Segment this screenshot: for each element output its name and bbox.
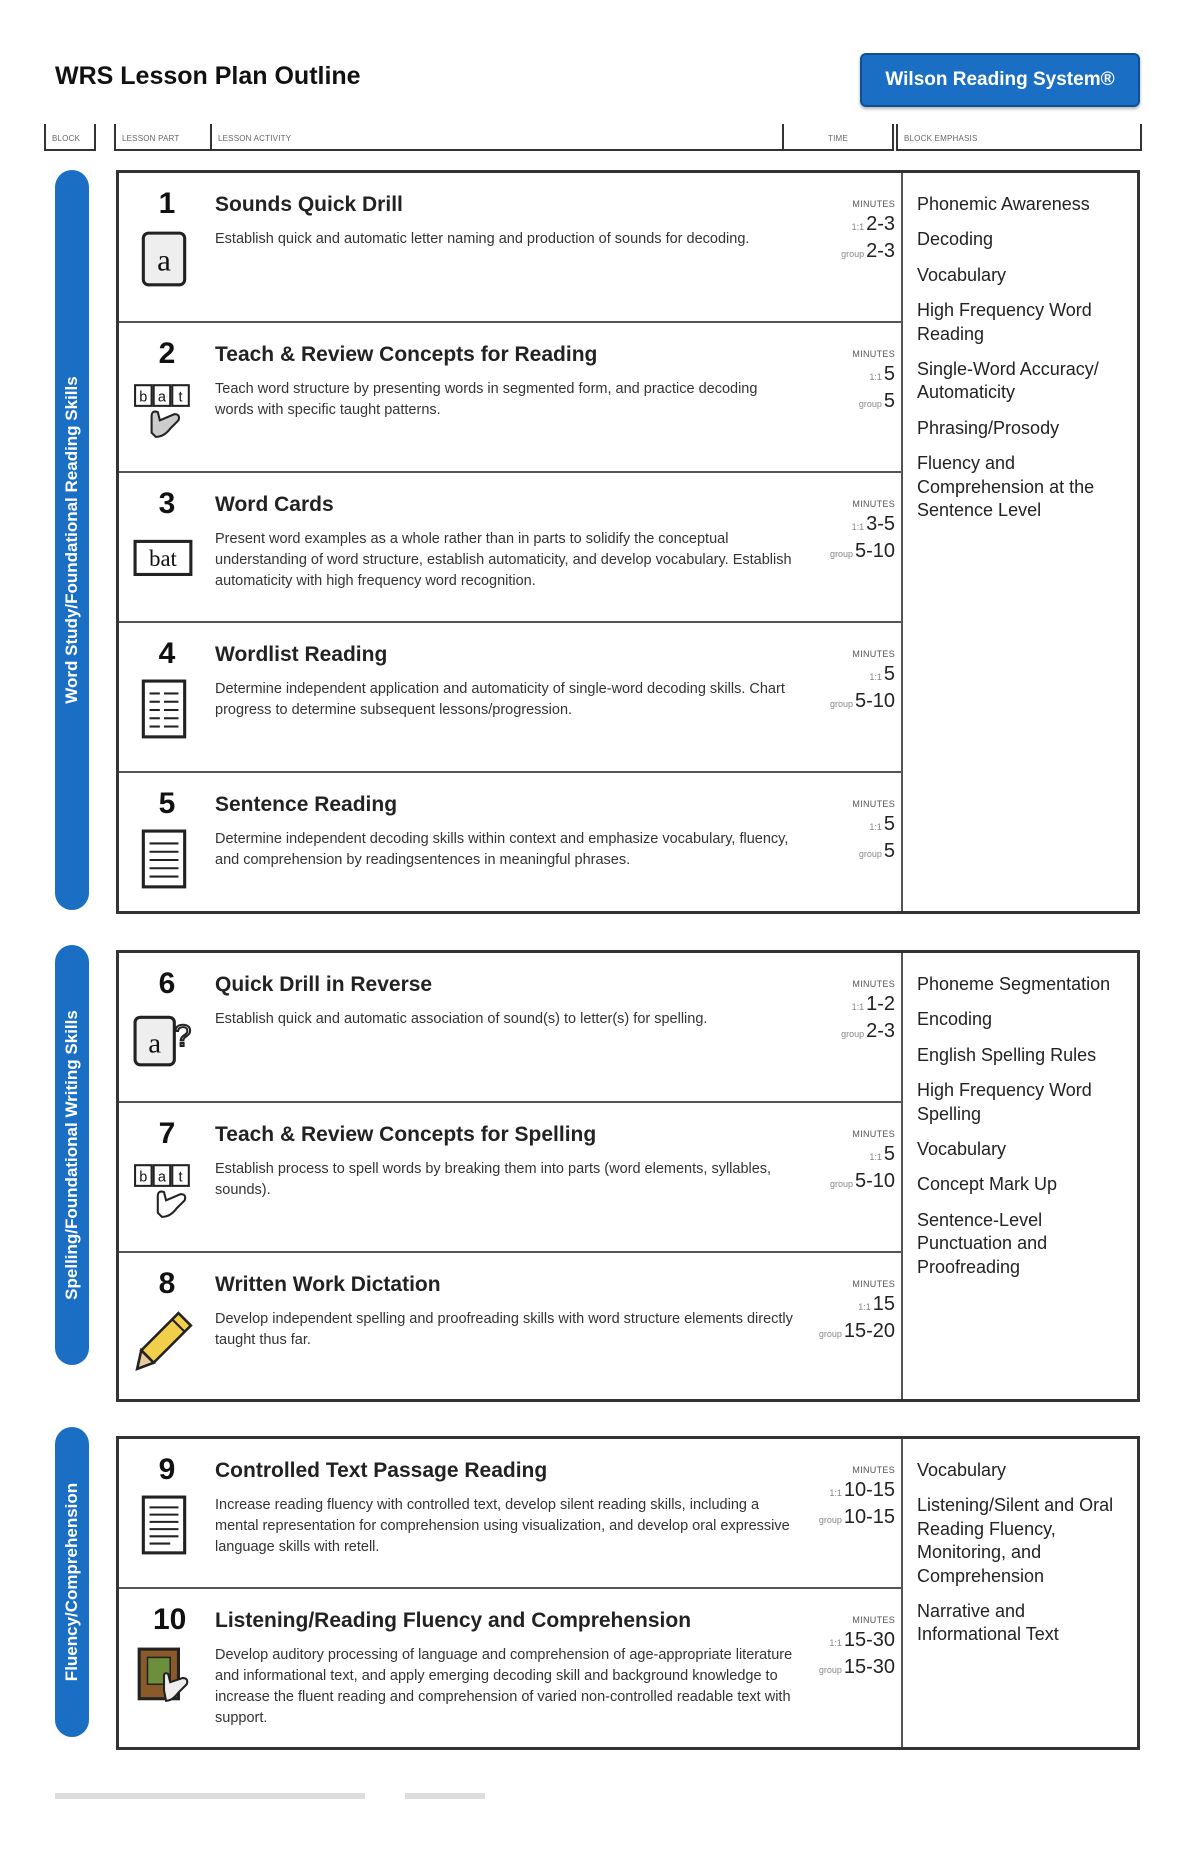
time-group: group 2-3 — [841, 240, 895, 262]
minutes-label: MINUTES — [852, 649, 895, 659]
emphasis-item: Vocabulary — [917, 264, 1007, 285]
emphasis-item: Narrative and Informational Text — [917, 1600, 1059, 1645]
time-box — [785, 979, 895, 1043]
footer-rule — [405, 1793, 485, 1799]
time-one-to-one: 1:1 1-2 — [851, 993, 895, 1015]
emphasis-item: Vocabulary — [917, 1460, 1007, 1480]
minutes-label: MINUTES — [852, 1279, 895, 1289]
emphasis-item: Phonemic Awareness — [917, 194, 1090, 214]
lesson-part-number: 1 — [158, 187, 176, 220]
emphasis-item: Phoneme Segmentation — [917, 974, 1111, 994]
emphasis-item: Sentence-Level Punctuation and Proofreading — [917, 1209, 1048, 1277]
svg-text:b: b — [139, 1169, 148, 1186]
activity-title: Written Work Dictation — [215, 1273, 441, 1296]
activity-row — [119, 1439, 901, 1589]
emphasis-item: Concept Mark Up — [917, 1174, 1058, 1195]
activity-title: Wordlist Reading — [215, 643, 388, 666]
lesson-part-number: 10 — [153, 1603, 187, 1636]
svg-text:bat: bat — [149, 546, 177, 572]
activity-row — [119, 1253, 901, 1403]
time-box — [785, 199, 895, 263]
activity-title: Listening/Reading Fluency and Comprehension — [215, 1609, 692, 1632]
word-card-bat-icon — [133, 529, 195, 591]
activity-description: Establish process to spell words by breaking them into parts (word elements, syllables, sounds). — [215, 1161, 772, 1199]
time-group: group 5 — [858, 390, 895, 412]
time-one-to-one: 1:1 10-15 — [829, 1479, 895, 1501]
wilson-brand-badge: Wilson Reading System® — [860, 53, 1140, 107]
svg-text:a: a — [157, 389, 166, 406]
activity-row — [119, 323, 901, 473]
activity-title: Controlled Text Passage Reading — [215, 1459, 548, 1482]
time-one-to-one: 1:1 15 — [858, 1293, 895, 1315]
letter-question-card-icon — [133, 1009, 195, 1071]
emphasis-item: Phrasing/Prosody — [917, 417, 1060, 438]
minutes-label: MINUTES — [852, 349, 895, 359]
minutes-label: MINUTES — [852, 199, 895, 209]
svg-text:a: a — [157, 1169, 166, 1186]
lesson-part-number: 7 — [158, 1117, 176, 1150]
emphasis-item: Listening/Silent and Oral Reading Fluency, Monitoring, and Comprehension — [917, 1495, 1114, 1586]
column-header-block-emphasis: BLOCK EMPHASIS — [896, 124, 1142, 151]
passage-document-icon — [133, 1495, 195, 1557]
sentence-document-icon — [133, 829, 195, 891]
time-group: group 2-3 — [841, 1020, 895, 1042]
emphasis-item: Fluency and Comprehension at the Sentence Level — [917, 453, 1095, 520]
pencil-icon — [133, 1309, 195, 1371]
activity-description: Establish quick and automatic letter naming and production of sounds for decoding. — [215, 231, 750, 247]
time-box — [785, 349, 895, 413]
svg-text:a: a — [157, 242, 171, 278]
activity-description: Teach word structure by presenting words in segmented form, and practice decoding words with specific taught patterns. — [215, 381, 758, 419]
time-box — [785, 1465, 895, 1529]
emphasis-item: High Frequency Word Reading — [917, 300, 1092, 344]
svg-text:b: b — [139, 389, 148, 406]
svg-text:t: t — [178, 389, 183, 406]
column-header-time: TIME — [784, 124, 894, 151]
activity-row — [119, 1589, 901, 1739]
activity-description: Determine independent application and automaticity of single-word decoding skills. Chart progress to determine subsequent lessons/progression. — [215, 681, 785, 719]
emphasis-item: Vocabulary — [917, 1138, 1007, 1159]
lesson-part-number: 8 — [158, 1267, 176, 1300]
emphasis-item: High Frequency Word Spelling — [917, 1080, 1092, 1124]
time-box — [785, 1279, 895, 1343]
block-emphasis-list — [901, 173, 1137, 911]
lesson-part-number: 6 — [158, 967, 176, 1000]
svg-text:a: a — [148, 1027, 162, 1060]
time-box — [785, 499, 895, 563]
lesson-part-number: 3 — [158, 487, 176, 520]
activity-description: Establish quick and automatic association of sound(s) to letter(s) for spelling. — [215, 1011, 708, 1027]
activity-title: Sounds Quick Drill — [215, 193, 403, 216]
minutes-label: MINUTES — [852, 979, 895, 989]
book-icon — [133, 1645, 195, 1707]
time-box — [785, 1129, 895, 1193]
time-group: group 15-20 — [818, 1320, 895, 1342]
activity-title: Sentence Reading — [215, 793, 398, 816]
activity-row — [119, 173, 901, 323]
block-fluency — [116, 1436, 1140, 1750]
time-one-to-one: 1:1 5 — [869, 1143, 895, 1165]
block-label-text: Fluency/Comprehension — [62, 1482, 81, 1682]
time-group: group 5-10 — [829, 540, 895, 562]
emphasis-item: Decoding — [917, 229, 994, 250]
time-group: group 5-10 — [829, 1170, 895, 1192]
time-one-to-one: 1:1 5 — [869, 813, 895, 835]
activity-description: Present word examples as a whole rather than in parts to solidify the conceptual understanding of word structure, establish automaticity, and develop vocabulary. Establish automaticity with high frequency word recognition. — [215, 531, 792, 590]
lesson-part-number: 5 — [158, 787, 176, 820]
block-word-study — [116, 170, 1140, 914]
activity-row — [119, 773, 901, 923]
activity-title: Teach & Review Concepts for Reading — [215, 343, 598, 366]
activity-row — [119, 623, 901, 773]
emphasis-item: Encoding — [917, 1009, 993, 1030]
block-emphasis-list — [901, 953, 1137, 1399]
activity-description: Develop independent spelling and proofreading skills with word structure elements directly taught thus far. — [215, 1311, 793, 1349]
time-one-to-one: 1:1 2-3 — [851, 213, 895, 235]
time-one-to-one: 1:1 3-5 — [851, 513, 895, 535]
minutes-label: MINUTES — [852, 799, 895, 809]
letter-a-card-icon — [133, 229, 195, 291]
activity-description: Determine independent decoding skills within context and emphasize vocabulary, fluency, and comprehension by readingsentences in meaningful phrases. — [215, 831, 789, 869]
time-group: group 15-30 — [818, 1656, 895, 1678]
column-header-block: BLOCK — [44, 124, 96, 151]
block-label-spelling — [55, 945, 89, 1365]
lesson-part-number: 4 — [158, 637, 176, 670]
time-one-to-one: 1:1 15-30 — [829, 1629, 895, 1651]
time-box — [785, 649, 895, 713]
wordlist-document-icon — [133, 679, 195, 741]
column-header-lesson-activity: LESSON ACTIVITY — [212, 124, 784, 151]
time-one-to-one: 1:1 5 — [869, 663, 895, 685]
emphasis-item: Single-Word Accuracy/ Automaticity — [917, 358, 1099, 403]
time-group: group 5 — [858, 840, 895, 862]
activity-row — [119, 953, 901, 1103]
time-box — [785, 1615, 895, 1679]
minutes-label: MINUTES — [852, 499, 895, 509]
lesson-part-number: 9 — [158, 1453, 176, 1486]
time-box — [785, 799, 895, 863]
block-label-word-study — [55, 170, 89, 910]
activity-description: Develop auditory processing of language and comprehension of age-appropriate literature and informational text, and apply emerging decoding skill and background knowledge to increase the fluent reading and comprehension of varied non-controlled readable text with support. — [215, 1647, 793, 1727]
activity-row — [119, 473, 901, 623]
page-title: WRS Lesson Plan Outline — [55, 62, 361, 90]
activity-title: Quick Drill in Reverse — [215, 973, 433, 996]
activity-title: Teach & Review Concepts for Spelling — [215, 1123, 597, 1146]
spelling-cards-tapping-icon — [133, 1159, 195, 1221]
column-header-lesson-part: LESSON PART — [114, 124, 212, 151]
emphasis-item: English Spelling Rules — [917, 1044, 1097, 1065]
block-spelling — [116, 950, 1140, 1402]
time-group: group 5-10 — [829, 690, 895, 712]
activity-title: Word Cards — [215, 493, 334, 516]
time-one-to-one: 1:1 5 — [869, 363, 895, 385]
block-label-text: Spelling/Foundational Writing Skills — [62, 1010, 81, 1300]
block-label-text: Word Study/Foundational Reading Skills — [62, 376, 81, 704]
activity-description: Increase reading fluency with controlled text, develop silent reading skills, including a mental representation for comprehension using visualization, and develop oral expressive language skills with retell. — [215, 1497, 790, 1556]
lesson-part-number: 2 — [158, 337, 176, 370]
minutes-label: MINUTES — [852, 1129, 895, 1139]
svg-text:t: t — [178, 1169, 183, 1186]
svg-text:?: ? — [173, 1018, 192, 1054]
block-label-fluency — [55, 1427, 89, 1737]
minutes-label: MINUTES — [852, 1465, 895, 1475]
activity-row — [119, 1103, 901, 1253]
block-emphasis-list — [901, 1439, 1137, 1747]
time-group: group 10-15 — [818, 1506, 895, 1528]
sound-cards-tapping-icon — [133, 379, 195, 441]
minutes-label: MINUTES — [852, 1615, 895, 1625]
footer-rule — [55, 1793, 365, 1799]
